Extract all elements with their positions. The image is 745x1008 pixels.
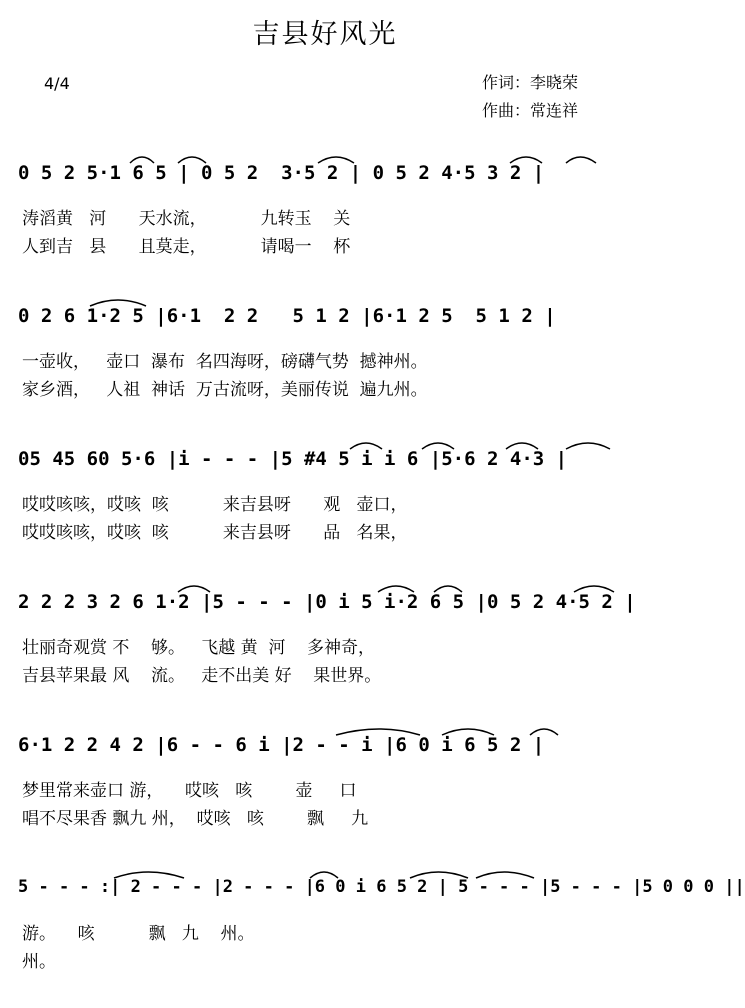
time-signature: 4/4: [44, 74, 70, 93]
lyric-verse-1: 涛滔黄 河 天水流， 九转玉 关: [22, 209, 351, 229]
lyric-verse-1: 一壶收， 壶口 瀑布 名四海呀，磅礴气势 撼神州。: [22, 352, 428, 372]
notation-line: 05 45 60 5·6 |i - - - |5 #4 5 i i 6 |5·6 2 4·3 |: [18, 448, 568, 470]
notation-line: 5 - - - :| 2 - - - |2 - - - |6 0 i 6 5 2 | 5 - - - |5 - - - |5 0 0 0 ||: [18, 877, 745, 897]
song-title: 吉县好风光: [252, 19, 398, 50]
score-system: [18, 436, 632, 579]
lyric-verse-2: 唱不尽果香 飘九 州， 哎咳 咳 飘 九: [22, 809, 369, 829]
composer-credit: 作曲：常连祥: [482, 101, 579, 120]
lyric-verse-2: 人到吉 县 且莫走， 请喝一 杯: [22, 237, 351, 257]
score: [18, 150, 745, 1008]
lyricist-credit: 作词：李晓荣: [482, 73, 579, 92]
lyric-verse-2: 家乡酒， 人祖 神话 万古流呀，美丽传说 遍九州。: [22, 380, 428, 400]
lyric-verse-2: 哎哎咳咳，哎咳 咳 来吉县呀 品 名果，: [22, 523, 408, 543]
score-system: [18, 722, 632, 865]
notation-line: 6·1 2 2 4 2 |6 - - 6 i |2 - - i |6 0 i 6 5 2 |: [18, 734, 545, 756]
notation-line: 0 5 2 5·1 6 5 | 0 5 2 3·5 2 | 0 5 2 4·5 3 2 |: [18, 162, 545, 184]
lyric-verse-1: 游。 咳 飘 九 州。: [22, 924, 255, 944]
score-system: [18, 865, 745, 1008]
lyric-verse-2: 吉县苹果最 风 流。 走不出美 好 果世界。: [22, 666, 382, 686]
score-system: [18, 150, 632, 293]
lyric-verse-1: 哎哎咳咳，哎咳 咳 来吉县呀 观 壶口，: [22, 495, 408, 515]
score-system: [18, 579, 636, 722]
lyric-verse-1: 梦里常来壶口 游， 哎咳 咳 壶 口: [22, 781, 357, 801]
lyric-verse-2: 州。: [22, 952, 56, 972]
lyric-verse-1: 壮丽奇观赏 不 够。 飞越 黄 河 多神奇，: [22, 638, 376, 658]
notation-line: 0 2 6 1·2 5 |6·1 2 2 5 1 2 |6·1 2 5 5 1 2 |: [18, 305, 556, 327]
score-system: [18, 293, 632, 436]
notation-line: 2 2 2 3 2 6 1·2 |5 - - - |0 i 5 i·2 6 5 |0 5 2 4·5 2 |: [18, 591, 636, 613]
